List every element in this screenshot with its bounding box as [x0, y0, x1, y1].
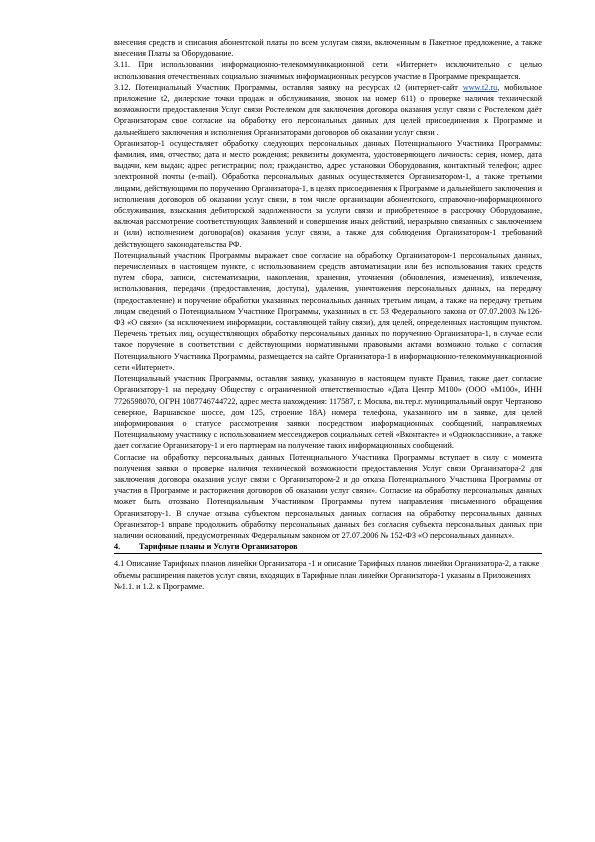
section-title: Тарифные планы и Услуги Организаторов [139, 542, 298, 552]
paragraph-4-1: 4.1 Описание Тарифных планов линейки Организатора -1 и описание Тарифных планов линейки Организатора-2, а также объемы расширения пакетов услуг связи, входящих в Тарифные план линейки Организатора-1 указаны в Приложениях №1.1. и 1.2. к Программе. [114, 559, 540, 591]
paragraph-intro: внесения средств и списания абонентской платы по всем услугам связи, включенным в Пакетное предложение, а также внесения Платы за Оборудование. [114, 38, 542, 59]
paragraph-personal-data-list: Организатор-1 осуществляет обработку следующих персональных данных Потенциального Участника Программы: фамилия, имя, отчество; дата и место рождения; реквизиты документа, удостоверяющего личность: серия, номер, дата выдачи, кем выдан; адрес регистрации; пол; гражданство, адрес установки Оборудования, контактный телефон; адрес электронной почты (e-mail). Обработка персональных данных осуществляется Организатором-1, а также третьими лицами, действующими по поручению Организатора-1, в целях присоединения к Программе и дальнейшего заключения и исполнения договоров об оказании услуг связи, в том числе организации абонентского, справочно-информационного обслуживания, взыскания дебиторской задолженности за услуги связи и приобретенное в рассрочку Оборудование, включая рассмотрение соответствующих Заявлений и совершения иных действий, неразрывно связанных с заключением и (или) исполнением договора(ов) оказания услуг связи, а также для соблюдения Организатором-1 требований действующего законодательства РФ. [114, 138, 542, 249]
paragraph-3-12 [114, 82, 542, 138]
paragraph-consent-m100: Потенциальный участник Программы, оставляя заявку, указанную в настоящем пункте Правил, также дает согласие Организатору-1 на передачу Обществу с ограниченной ответственностью «Дата Центр М100» (ООО «М100», ИНН 7726598070, ОГРН 1087746744722, адрес места нахождения: 117587, г. Москва, вн.тер.г. муниципальный округ Чертаново северное, Варшавское шоссе, дом 125, строение 18А) номера телефона, указанного им в заявке, для целей информирования о статусе рассмотрения заявки посредством информационных сообщений, направляемых Потенциальному участнику с использованием мессенджеров социальных сетей «Вконтакте» и «Одноклассники», а также дает согласие Организатору-1 и его партнерам на получение таких информационных сообщений. [114, 374, 542, 451]
section-number: 4. [114, 542, 121, 552]
paragraph-consent-validity: Согласие на обработку персональных данных Потенциального Участника Программы вступает в силу с момента получения заявки о проверке наличия технической возможности предоставления Услуг связи Организатора-2 для заключения договора оказания услуг связи с Организатором-2 и до отказа Потенциального Участника Программы от участия в Программе и расторжения договоров об оказании услуг связи». Согласие на обработку персональных данных может быть отозвано Потенциальным Участником Программы путем направления письменного обращения Организатору-1. В случае отзыва субъектом персональных данных согласия на обработку персональных данных Организатор-1 вправе продолжить обработку персональных данных без согласия субъекта персональных данных при наличии оснований, предусмотренных Федеральным законом от 27.07.2006 № 152-ФЗ «О персональных данных». [114, 452, 542, 540]
section-heading [114, 541, 542, 554]
t2-site-link[interactable]: www.t2.ru [462, 82, 498, 92]
document-page [114, 37, 542, 592]
paragraph-3-12-start: 3.12. Потенциальный Участник Программы, оставляя заявку на ресурсах t2 (интернет-сайт [114, 82, 463, 92]
paragraph-3-12-end: , мобильное приложение t2, дилерские точки продаж и обслуживания, звонок на номер 611) о проверке наличия технической возможности предоставления Услуг связи Ростелеком для заключения договора оказания услуг связи с Ростелеком даёт Организаторам свое согласие на обработку его персональных данных для целей присоединения к Программе и дальнейшего заключения и исполнения Организаторами договоров об оказании услуг связи . [114, 82, 543, 137]
paragraph-consent-processing: Потенциальный участник Программы выражает свое согласие на обработку Организатором-1 персональных данных, перечисленных в настоящем пункте, с использованием средств автоматизации или без использования таких средств путем сбора, записи, систематизации, накопления, хранения, уточнения (обновления, изменения), извлечения, использования, передачи (предоставления, доступа), удаления, уничтожения персональных данных, на передачу (предоставление) и поручение обработки указанных персональных данных третьим лицам, а также на передачу третьим лицам сведений о Потенциальном Участнике Программы, указанных в ст. 53 Федерального закона от 07.07.2003 №126-ФЗ «О связи» (за исключением информации, составляющей тайну связи), для целей, определенных настоящим пунктом. Перечень третьих лиц, осуществляющих обработку персональных данных по поручению Организатора-1, в случае если такое поручение в соответствии с действующими нормативными правовыми актами возможно только с согласия Потенциального Участника Программы, размещается на сайте Организатора-1 в информационно-телекоммуникационной сети «Интернет». [114, 250, 542, 372]
paragraph-3-11: 3.11. При использовании информационно-телекоммуникационной сети «Интернет» исключительно с целью использования отечественных социально значимых информационных ресурсов участие в Программе прекращается. [114, 60, 542, 81]
